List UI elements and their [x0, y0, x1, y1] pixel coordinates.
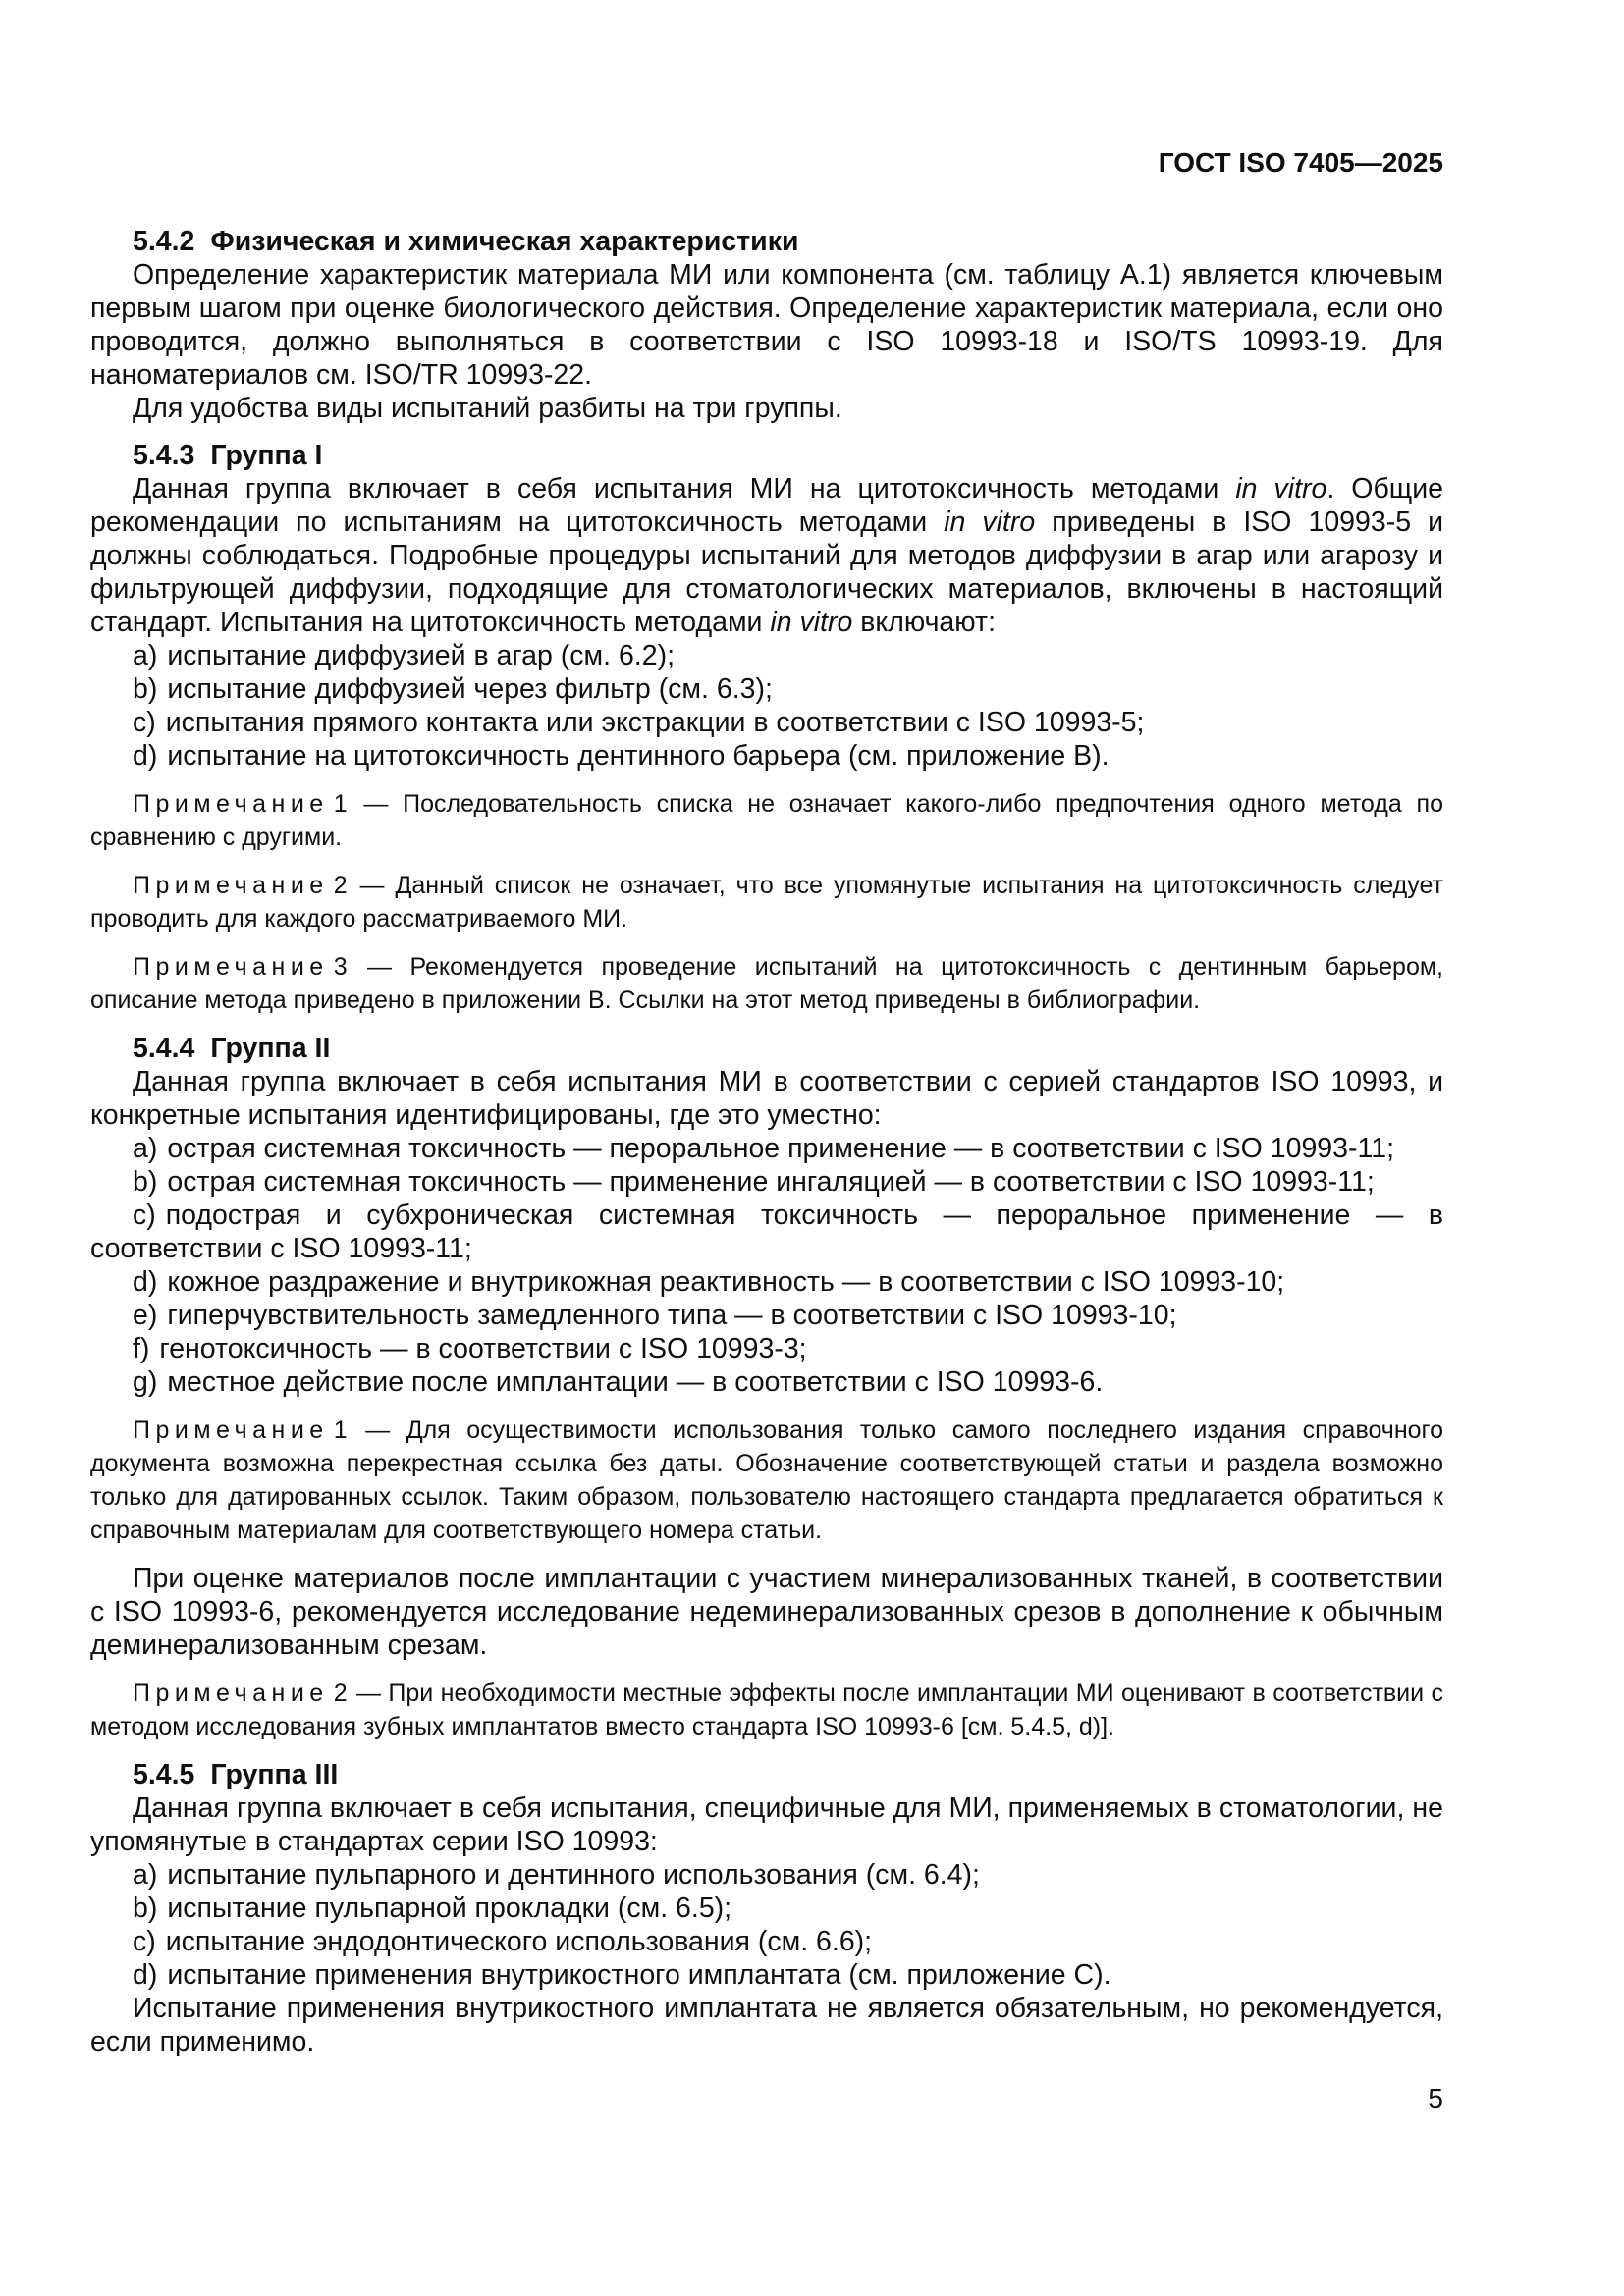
list-item	[90, 1958, 1443, 1992]
paragraph: При оценке материалов после имплантации с участием минерализованных тканей, в соответствии с ISO 10993-6, рекомендуется исследование недеминерализованных срезов в дополнение к обычным деминерализованным срезам.	[90, 1563, 1443, 1661]
note	[90, 1677, 1443, 1743]
list-item-text: испытание диффузией через фильтр (см. 6.3);	[167, 673, 773, 705]
list-marker: a)	[133, 1133, 158, 1164]
note	[90, 869, 1443, 935]
list-marker: d)	[133, 1959, 158, 1991]
document-content	[90, 225, 1443, 2058]
list-item	[90, 1365, 1443, 1399]
note-label: Примечание	[133, 872, 329, 899]
note-label: Примечание	[133, 953, 329, 981]
list-marker: c)	[133, 1200, 156, 1231]
list-item	[90, 1332, 1443, 1365]
note-number: 1	[333, 1416, 348, 1444]
list-item	[90, 1858, 1443, 1892]
section-heading-5-4-3	[90, 439, 1443, 472]
paragraph: Определение характеристик материала МИ или компонента (см. таблицу А.1) является ключевым первым шагом при оценке биологического действия. Определение характеристик материала, если оно проводится, должно выполняться в соответствии с ISO 10993-18 и ISO/TS 10993-19. Для наноматериалов см. ISO/TR 10993-22.	[90, 259, 1443, 391]
list-marker: c)	[133, 1926, 156, 1957]
list-item-text: кожное раздражение и внутрикожная реактивность — в соответствии с ISO 10993-10;	[167, 1266, 1285, 1298]
section-heading-5-4-4	[90, 1032, 1443, 1065]
section-title: Группа II	[210, 1033, 331, 1064]
list-marker: b)	[133, 1166, 158, 1198]
list-marker: d)	[133, 1266, 158, 1298]
section-number: 5.4.2	[133, 226, 195, 257]
list-item-text: испытание на цитотоксичность дентинного барьера (см. приложение В).	[167, 740, 1110, 772]
section-number: 5.4.5	[133, 1759, 195, 1790]
list-marker: g)	[133, 1366, 158, 1398]
page-footer	[90, 2083, 1443, 2114]
paragraph: Испытание применения внутрикостного имплантата не является обязательным, но рекомендуется, если применимо.	[90, 1993, 1443, 2057]
note	[90, 1414, 1443, 1547]
note	[90, 950, 1443, 1017]
paragraph: Данная группа включает в себя испытания МИ на цитотоксичность методами in vitro. Общие рекомендации по испытаниям на цитотоксичность методами in vitro приведены в ISO 10993-5 и должны соблюдаться. Подробные процедуры испытаний для методов диффузии в агар или агарозу и фильтрующей диффузии, подходящие для стоматологических материалов, включены в настоящий стандарт. Испытания на цитотоксичность методами in vitro включают:	[90, 473, 1443, 638]
list-item	[90, 639, 1443, 672]
list-marker: b)	[133, 1893, 158, 1924]
list-item	[90, 1892, 1443, 1925]
list-marker: d)	[133, 740, 158, 772]
list-item-text: местное действие после имплантации — в соответствии с ISO 10993-6.	[167, 1366, 1104, 1398]
list-item	[90, 739, 1443, 773]
list-item	[90, 1265, 1443, 1299]
list-item-text: подострая и субхроническая системная токсичность — пероральное применение — в соответствии с ISO 10993-11;	[90, 1200, 1443, 1264]
paragraph: Данная группа включает в себя испытания, специфичные для МИ, применяемых в стоматологии, не упомянутые в стандартах серии ISO 10993:	[90, 1792, 1443, 1857]
list-item-text: острая системная токсичность — пероральное применение — в соответствии с ISO 10993-11;	[167, 1133, 1395, 1164]
section-title: Физическая и химическая характеристики	[210, 226, 799, 257]
note	[90, 787, 1443, 854]
list-item	[90, 1132, 1443, 1165]
section-number: 5.4.3	[133, 440, 195, 471]
note-number: 2	[333, 1680, 348, 1707]
running-header	[90, 147, 1443, 179]
note-text: — Последовательность списка не означает какого-либо предпочтения одного метода по сравнению с другими.	[90, 790, 1443, 851]
list-item	[90, 1299, 1443, 1332]
note-label: Примечание	[133, 1416, 329, 1444]
list-marker: b)	[133, 673, 158, 705]
note-label: Примечание	[133, 790, 329, 818]
doc-code: ГОСТ ISO 7405—2025	[1158, 147, 1443, 178]
list-marker: a)	[133, 1859, 158, 1891]
section-number: 5.4.4	[133, 1033, 195, 1064]
list-marker: a)	[133, 640, 158, 671]
list-item-text: генотоксичность — в соответствии с ISO 10993-3;	[159, 1333, 807, 1364]
note-label: Примечание	[133, 1680, 329, 1707]
list-item-text: испытание применения внутрикостного имплантата (см. приложение С).	[167, 1959, 1111, 1991]
section-title: Группа I	[210, 440, 323, 471]
section-title: Группа III	[210, 1759, 339, 1790]
list-item	[90, 1199, 1443, 1265]
paragraph: Для удобства виды испытаний разбиты на три группы.	[133, 393, 842, 424]
list-item-text: гиперчувствительность замедленного типа — в соответствии с ISO 10993-10;	[167, 1300, 1177, 1331]
list-item	[90, 672, 1443, 706]
list-item-text: испытание пульпарной прокладки (см. 6.5);	[167, 1893, 732, 1924]
list-item-text: испытание диффузией в агар (см. 6.2);	[167, 640, 675, 671]
list-item-text: испытания прямого контакта или экстракции в соответствии с ISO 10993-5;	[165, 707, 1145, 738]
note-number: 1	[333, 790, 348, 818]
list-item	[90, 1925, 1443, 1958]
list-marker: e)	[133, 1300, 158, 1331]
note-number: 2	[333, 872, 348, 899]
note-number: 3	[333, 953, 348, 981]
list-item	[90, 1165, 1443, 1199]
list-marker: c)	[133, 707, 156, 738]
note-text: — Для осуществимости использования только самого последнего издания справочного документа возможна перекрестная ссылка без даты. Обозначение соответствующей статьи и раздела возможно только для датированных ссылок. Таким образом, пользователю настоящего стандарта предлагается обратиться к справочным материалам для соответствующего номера статьи.	[90, 1416, 1444, 1544]
section-heading-5-4-5	[90, 1758, 1443, 1791]
note-text: — Рекомендуется проведение испытаний на цитотоксичность с дентинным барьером, описание метода приведено в приложении В. Ссылки на этот метод приведены в библиографии.	[90, 953, 1443, 1014]
list-marker: f)	[133, 1333, 150, 1364]
list-item	[90, 706, 1443, 739]
list-item-text: испытание пульпарного и дентинного использования (см. 6.4);	[167, 1859, 980, 1891]
page-number: 5	[1428, 2083, 1443, 2113]
section-heading-5-4-2	[90, 225, 1443, 258]
list-item-text: испытание эндодонтического использования (см. 6.6);	[165, 1926, 873, 1957]
note-text: — Данный список не означает, что все упомянутые испытания на цитотоксичность следует проводить для каждого рассматриваемого МИ.	[90, 872, 1444, 933]
list-item-text: острая системная токсичность — применение ингаляцией — в соответствии с ISO 10993-11;	[167, 1166, 1375, 1198]
paragraph: Данная группа включает в себя испытания МИ в соответствии с серией стандартов ISO 10993, и конкретные испытания идентифицированы, где это уместно:	[90, 1066, 1443, 1131]
note-text: — При необходимости местные эффекты после имплантации МИ оценивают в соответствии с методом исследования зубных имплантатов вместо стандарта ISO 10993-6 [см. 5.4.5, d)].	[90, 1680, 1443, 1740]
